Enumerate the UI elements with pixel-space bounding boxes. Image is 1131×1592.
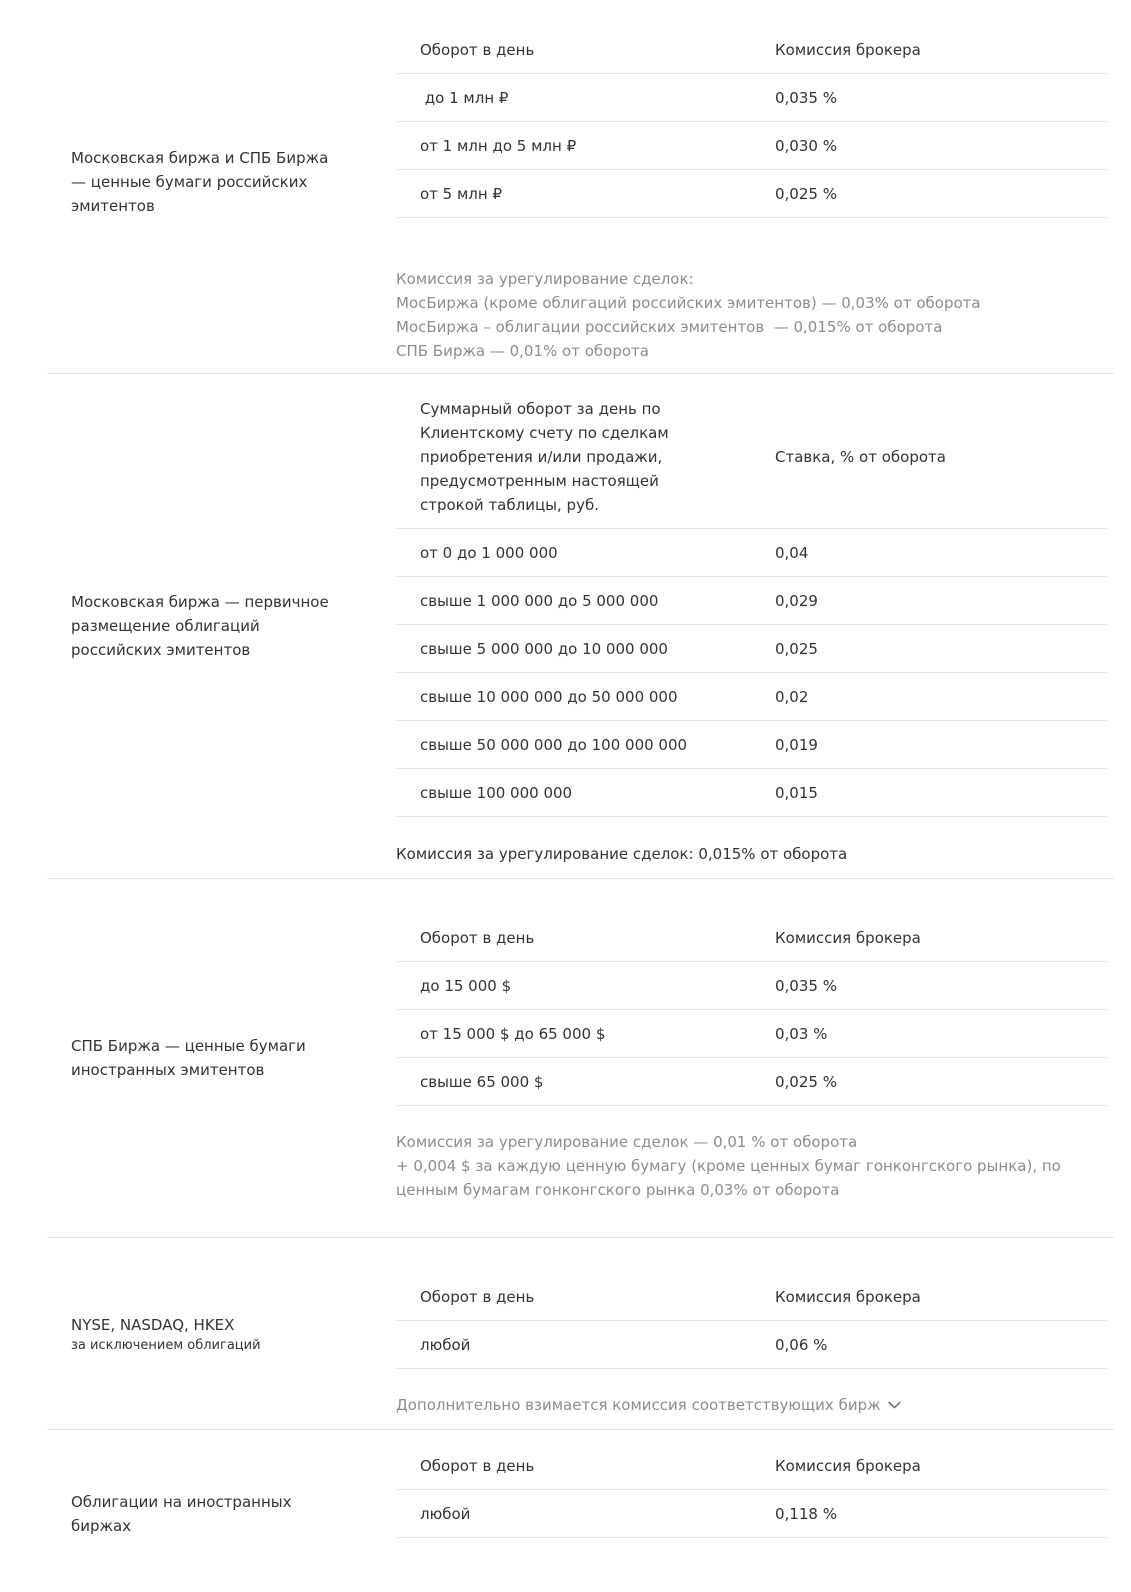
commission-detail [396,374,1107,878]
exchange-fees-expander-label[interactable]: Дополнительно взимается комиссия соответствующих бирж [396,1396,881,1414]
turnover-cell: свыше 65 000 $ [420,1072,544,1091]
turnover-cell: свыше 5 000 000 до 10 000 000 [420,639,668,658]
turnover-cell: свыше 1 000 000 до 5 000 000 [420,591,659,610]
table-header-row [396,1273,1107,1321]
column-header-rate: Ставка, % от оборота [775,447,946,466]
turnover-cell: от 5 млн ₽ [420,184,503,203]
commission-cell: 0,035 % [775,976,837,995]
rate-cell: 0,02 [775,687,809,706]
table-header-row [396,1442,1107,1490]
rate-cell: 0,04 [775,543,809,562]
table-row [396,577,1107,625]
column-header-turnover: Оборот в день [420,1287,535,1306]
column-header-commission: Комиссия брокера [775,1287,921,1306]
market-cell [47,0,396,373]
commission-cell: 0,06 % [775,1335,828,1354]
turnover-cell: любой [420,1504,471,1523]
table-header-row [396,26,1107,74]
table-row [396,625,1107,673]
commission-table [396,26,1107,218]
settlement-fee-note: + 0,004 $ за каждую ценную бумагу (кроме ценных бумаг гонконгского рынка), по ценным бумагам гонконгского рынка 0,03% от оборота [396,1157,1066,1199]
tariff-section-moex-primary-bonds [47,374,1114,879]
settlement-fee-note: Комиссия за урегулирование сделок — 0,01 % от оборота [396,1133,858,1151]
exchange-fees-expander[interactable] [396,1393,901,1417]
commission-cell: 0,118 % [775,1504,837,1523]
tariff-section-foreign-bonds [47,1430,1114,1538]
table-row [396,529,1107,577]
rate-cell: 0,015 [775,783,818,802]
settlement-fee-notes [396,1130,1096,1202]
settlement-fee-note: МосБиржа (кроме облигаций российских эмитентов) — 0,03% от оборота [396,294,981,312]
table-header-row [396,914,1107,962]
market-cell [47,1238,396,1429]
rate-cell: 0,029 [775,591,818,610]
table-row [396,170,1107,218]
column-header-commission: Комиссия брокера [775,1456,921,1475]
rate-cell: 0,025 [775,639,818,658]
turnover-cell: до 15 000 $ [420,976,512,995]
settlement-fee-note: СПБ Биржа — 0,01% от оборота [396,342,649,360]
commission-cell: 0,03 % [775,1024,828,1043]
settlement-fee-notes [396,267,1096,363]
turnover-cell: до 1 млн ₽ [420,88,509,107]
chevron-down-icon[interactable] [888,1401,901,1409]
market-cell [47,879,396,1237]
table-row [396,1058,1107,1106]
column-header-commission: Комиссия брокера [775,40,921,59]
turnover-cell: любой [420,1335,471,1354]
turnover-cell: от 0 до 1 000 000 [420,543,558,562]
commission-cell: 0,025 % [775,1072,837,1091]
table-row [396,962,1107,1010]
column-header-turnover: Оборот в день [420,928,535,947]
market-name: Облигации на иностранных биржах [71,1493,292,1535]
tariff-section-spb-foreign-securities [47,879,1114,1238]
commission-detail [396,0,1107,373]
turnover-cell: свыше 50 000 000 до 100 000 000 [420,735,688,754]
turnover-cell: свыше 10 000 000 до 50 000 000 [420,687,678,706]
market-name: Московская биржа — первичное размещение облигаций российских эмитентов [71,593,329,659]
exchange-fees-notes [396,1393,1096,1417]
commission-detail [396,1238,1107,1429]
commission-detail [396,879,1107,1237]
commission-table [396,1273,1107,1369]
table-header-row [396,385,1107,529]
commission-cell: 0,030 % [775,136,837,155]
column-header-commission: Комиссия брокера [775,928,921,947]
settlement-fee-note: Комиссия за урегулирование сделок: 0,015% от оборота [396,845,848,863]
market-exclusion-note: за исключением облигаций [71,1337,261,1353]
commission-detail [396,1430,1107,1538]
column-header-turnover: Оборот в день [420,40,535,59]
table-row [396,74,1107,122]
market-cell [47,374,396,878]
table-row [396,1321,1107,1369]
table-row [396,1490,1107,1538]
table-row [396,721,1107,769]
settlement-fee-note: Комиссия за урегулирование сделок: [396,270,694,288]
table-row [396,769,1107,817]
turnover-cell: от 1 млн до 5 млн ₽ [420,136,577,155]
commission-cell: 0,035 % [775,88,837,107]
turnover-cell: свыше 100 000 000 [420,783,573,802]
settlement-fee-note: МосБиржа – облигации российских эмитентов — 0,015% от оборота [396,318,943,336]
column-header-turnover: Суммарный оборот за день по Клиентскому счету по сделкам приобретения и/или продажи, предусмотренным настоящей строкой таблицы, руб. [420,399,674,514]
tariff-section-moex-spb-russian-securities [47,0,1114,374]
commission-tariff-table [47,0,1114,1538]
market-cell [47,1430,396,1538]
rate-cell: 0,019 [775,735,818,754]
column-header-turnover: Оборот в день [420,1456,535,1475]
table-row [396,122,1107,170]
commission-cell: 0,025 % [775,184,837,203]
commission-table [396,914,1107,1106]
table-row [396,1010,1107,1058]
settlement-fee-notes [396,842,1096,866]
commission-table [396,385,1107,817]
table-row [396,673,1107,721]
commission-table [396,1442,1107,1538]
turnover-cell: от 15 000 $ до 65 000 $ [420,1024,606,1043]
market-name: Московская биржа и СПБ Биржа — ценные бумаги российских эмитентов [71,149,329,215]
tariff-section-us-hk-exchanges [47,1238,1114,1430]
market-name: СПБ Биржа — ценные бумаги иностранных эмитентов [71,1037,306,1079]
market-name: NYSE, NASDAQ, HKEX [71,1315,235,1334]
